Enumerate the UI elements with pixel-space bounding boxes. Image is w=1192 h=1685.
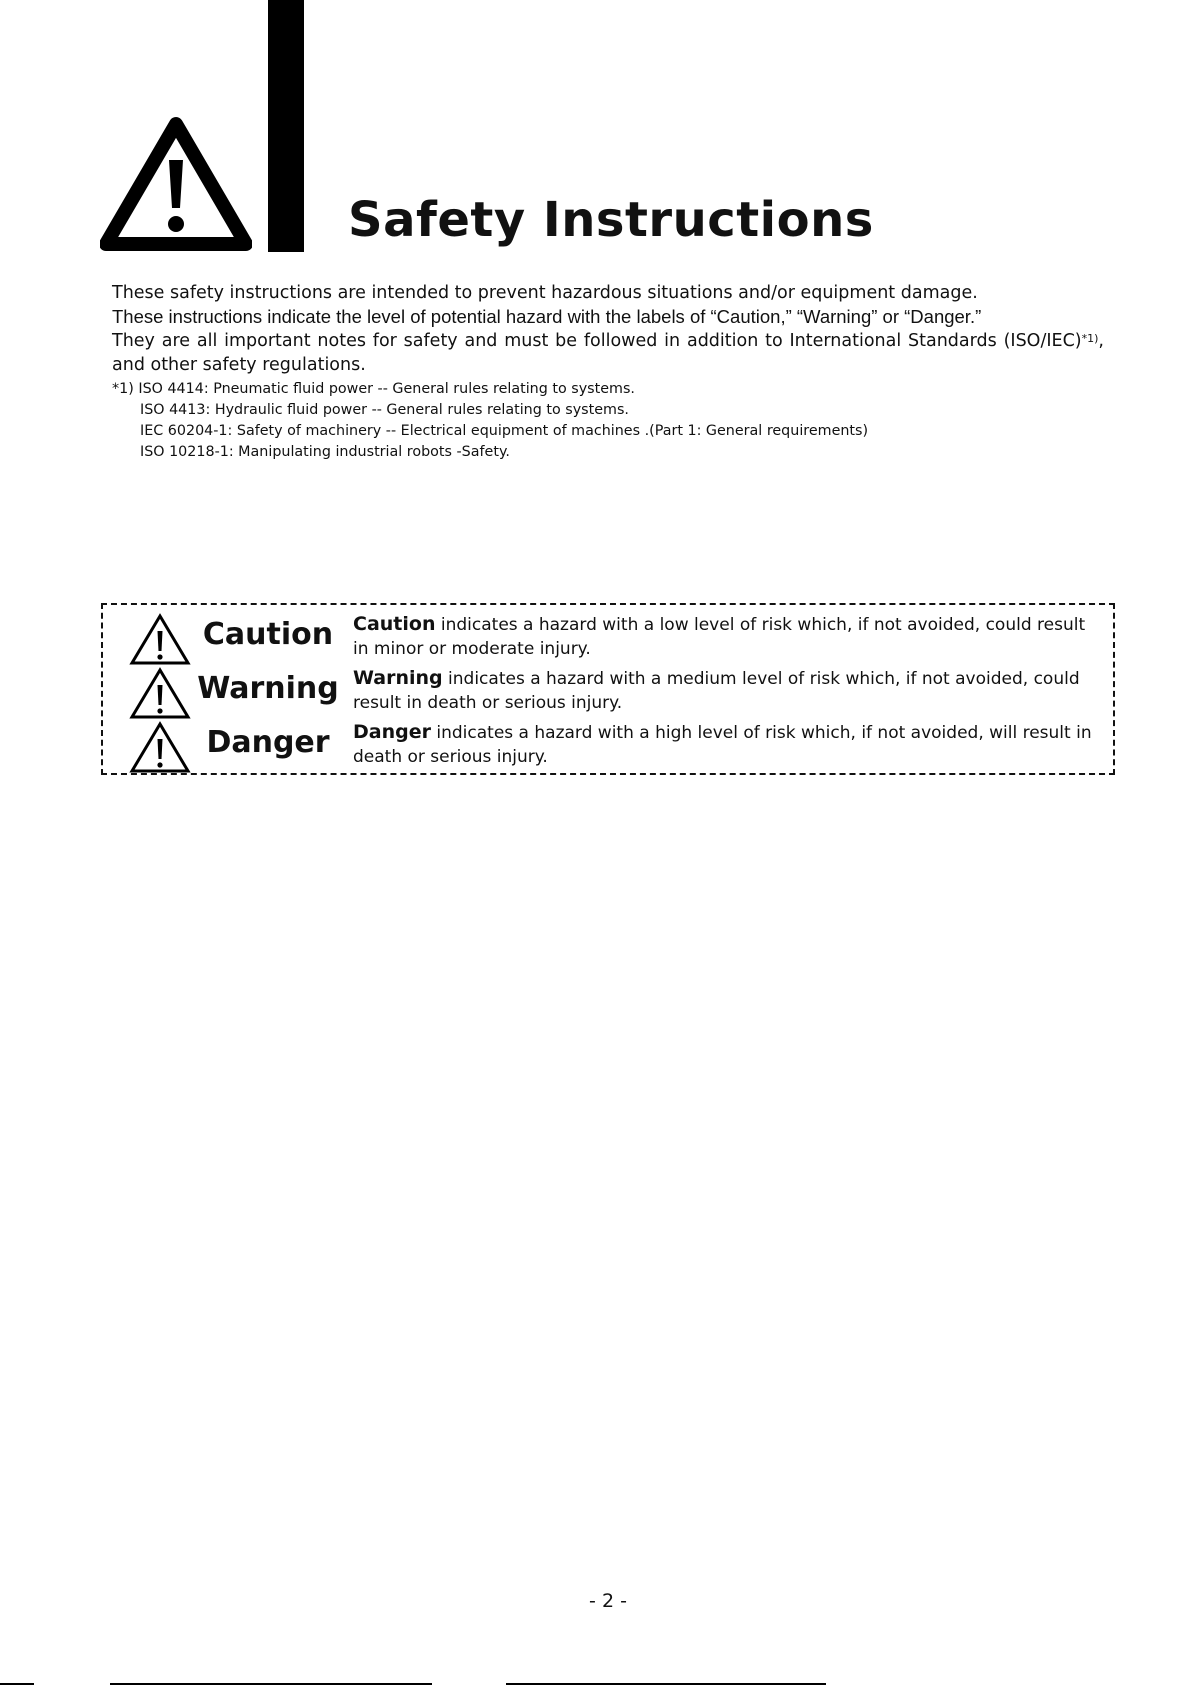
hazard-term: Warning bbox=[353, 667, 443, 689]
hazard-label: Caution bbox=[202, 617, 334, 652]
hazard-label: Danger bbox=[206, 725, 330, 760]
hazard-term: Caution bbox=[353, 613, 436, 635]
hazard-description bbox=[353, 666, 1105, 715]
page-title: Safety Instructions bbox=[348, 192, 874, 248]
footnote-item: ISO 4413: Hydraulic fluid power -- General rules relating to systems. bbox=[140, 402, 629, 418]
hazard-row-caution bbox=[103, 609, 1113, 665]
hazard-description bbox=[353, 720, 1105, 769]
hazard-text: indicates a hazard with a low level of risk which, if not avoided, could result in minor or moderate injury. bbox=[353, 615, 1086, 659]
warning-triangle-icon bbox=[129, 613, 191, 665]
footnote-item: IEC 60204-1: Safety of machinery -- Electrical equipment of machines .(Part 1: General requirements) bbox=[140, 423, 869, 439]
hazard-row-warning bbox=[103, 663, 1113, 719]
footnote-item: *1) ISO 4414: Pneumatic fluid power -- General rules relating to systems. bbox=[112, 381, 635, 397]
hazard-text: indicates a hazard with a high level of risk which, if not avoided, will result in death or serious injury. bbox=[353, 723, 1092, 767]
hazard-description bbox=[353, 612, 1105, 661]
warning-triangle-icon bbox=[129, 667, 191, 719]
intro-paragraph-start: They are all important notes for safety and must be followed in addition to International Standards (ISO/IEC) bbox=[112, 331, 1082, 351]
footnote-ref: *1) bbox=[1081, 332, 1099, 345]
page-number: - 2 - bbox=[589, 1590, 627, 1612]
header-bar bbox=[268, 0, 304, 252]
intro-line-1: These safety instructions are intended to prevent hazardous situations and/or equipment damage. bbox=[112, 283, 978, 303]
hazard-label: Warning bbox=[197, 671, 339, 706]
intro-line-2: These instructions indicate the level of potential hazard with the labels of “Caution,” “Warning” or “Danger.” bbox=[112, 306, 982, 327]
footnotes bbox=[112, 379, 1104, 463]
intro-paragraph bbox=[112, 329, 1104, 377]
warning-triangle-icon bbox=[129, 721, 191, 773]
warning-triangle-icon bbox=[100, 116, 252, 252]
intro-paragraph-end: , and other safety regulations. bbox=[112, 331, 1104, 375]
hazard-term: Danger bbox=[353, 721, 431, 743]
hazard-text: indicates a hazard with a medium level of risk which, if not avoided, could result in death or serious injury. bbox=[353, 669, 1080, 713]
footnote-item: ISO 10218-1: Manipulating industrial robots -Safety. bbox=[140, 444, 510, 460]
intro-section bbox=[112, 281, 1104, 463]
hazard-row-danger bbox=[103, 717, 1113, 773]
hazard-level-box bbox=[101, 603, 1115, 775]
